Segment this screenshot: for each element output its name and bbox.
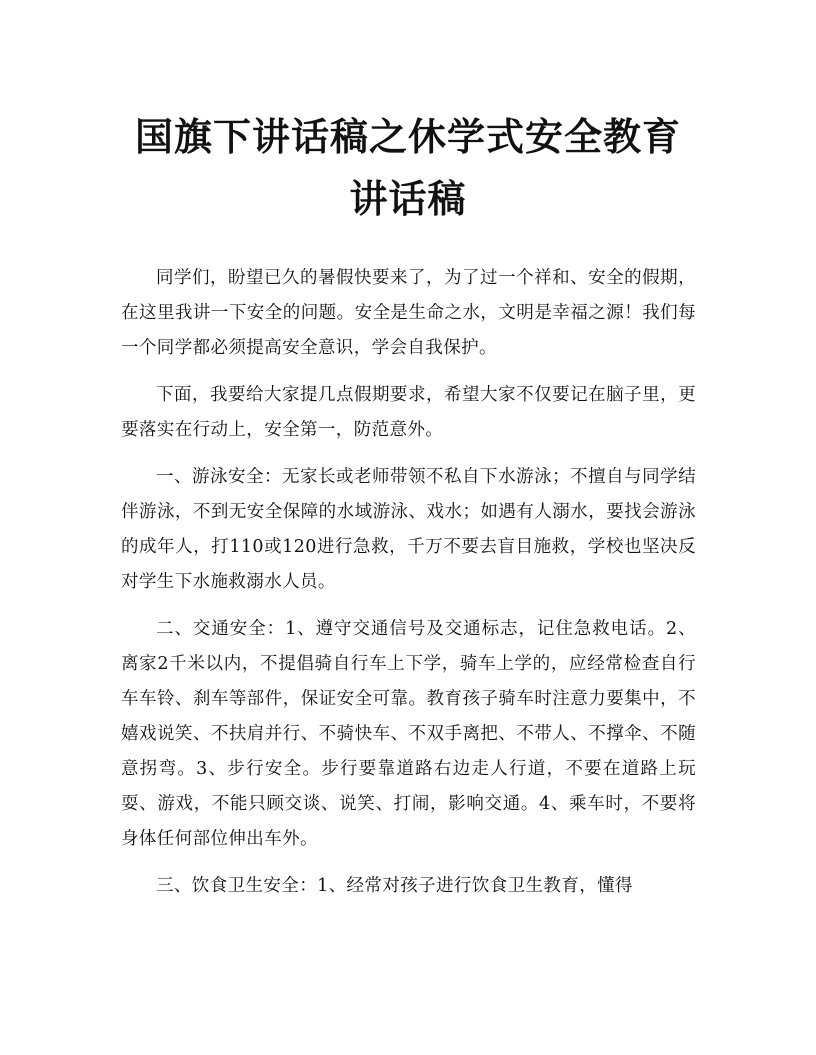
paragraph-food-safety: 三、饮食卫生安全：1、经常对孩子进行饮食卫生教育，懂得	[156, 876, 633, 896]
paragraph-greeting: 同学们，盼望已久的暑假快要来了，为了过一个祥和、安全的假期，在这里我讲一下安全的问题。安全是生命之水，文明是幸福之源！我们每一个同学都必须提高安全意识，学会自我保护。	[121, 268, 696, 358]
paragraph-requirements-intro: 下面，我要给大家提几点假期要求，希望大家不仅要记在脑子里，更要落实在行动上，安全第一，防范意外。	[121, 385, 696, 440]
paragraph-swimming-safety: 一、游泳安全：无家长或老师带领不私自下水游泳；不擅自与同学结伴游泳，不到无安全保障的水域游泳、戏水；如遇有人溺水，要找会游泳的成年人，打110或120进行急救，千万不要去盲目施救，学校也坚决反对学生下水施救溺水人员。	[121, 467, 696, 592]
document-body	[121, 261, 696, 904]
document-title: 国旗下讲话稿之休学式安全教育讲话稿	[134, 114, 681, 221]
paragraph-traffic-safety: 二、交通安全：1、遵守交通信号及交通标志，记住急救电话。2、离家2千米以内，不提倡骑自行车上下学，骑车上学的，应经常检查自行车车铃、刹车等部件，保证安全可靠。教育孩子骑车时注意力要集中，不嬉戏说笑、不扶肩并行、不骑快车、不双手离把、不带人、不撑伞、不随意拐弯。3、步行安全。步行要靠道路右边走人行道，不要在道路上玩耍、游戏，不能只顾交谈、说笑、打闹，影响交通。4、乘车时，不要将身体任何部位伸出车外。	[121, 619, 696, 849]
